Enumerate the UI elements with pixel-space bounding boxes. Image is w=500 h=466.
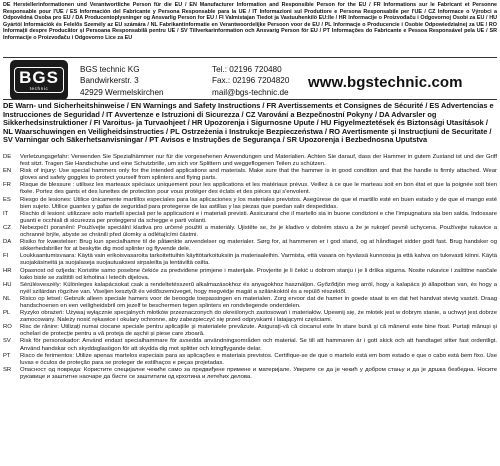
language-code: EN (3, 168, 12, 175)
warning-text: Risco de ferimentos: Utilize apenas martelos especiais para as aplicações e materiais previstos. Certifique-se de que o martelo está em bom estado e que o cabo está bem fixo. Use luvas e óculos de proteção para se proteger de estilhaços e peças projetadas. (20, 352, 497, 366)
warning-entry (3, 268, 497, 282)
warning-text: Опасност од повреда: Користите специјалне чекиће само за предвиђене примене и материјале. Уверите се да је чекић у добром стању и да је дршка безбедна. Носите рукавице и заштитне наочаре да бисте се заштитили од крхотина и летећих делова. (20, 366, 497, 380)
warning-entry (3, 154, 497, 168)
warning-text: Nebezpečí poranění: Používejte speciální kladiva pro určené použití a materiály. Ujistěte se, že je kladivo v dobrém stavu a že je rukojeť pevně uchycena. Používejte rukavice a ochranné brýle, abyste se chránili před úlomky a odlétajícími částmi. (20, 224, 497, 239)
warning-text: Risico op letsel: Gebruik alleen speciale hamers voor de beoogde toepassingen en materialen. Zorg ervoor dat de hamer in goede staat is en dat het handvat stevig vastzit. Draag handschoenen en een veiligheidsbril om jezelf te beschermen tegen splinters en rondvliegende onderdelen. (20, 295, 497, 309)
divider (3, 99, 497, 100)
warning-text: Riesgo de lesiones: Utilice únicamente martillos especiales para las aplicaciones y los materiales previstos. Asegúrese de que el martillo esté en buen estado y de que el mango esté bien sujeto. Utilice guantes y gafas de seguridad para protegerse de las astillas y las piezas que puedan salir despedidas. (20, 196, 497, 210)
logo-frame (14, 67, 64, 93)
warning-entry (3, 296, 497, 310)
divider (3, 57, 497, 58)
warning-text: Risiko for kvæstelser: Brug kun specialhamre til de påtænkte anvendelser og materialer. Sørg for, at hammeren er i god stand, og at håndtaget sidder godt fast. Brug handsker og sikkerhedsbriller for at beskytte dig mod splinter og flyvende dele. (20, 239, 497, 253)
warning-entry (3, 353, 497, 367)
warning-entry (3, 253, 497, 267)
bgs-logo (10, 60, 68, 100)
manufacturer-info-heading: DE Herstellerinformationen und Verantwortliche Person für die EU / EN Manufacturer Information and Responsible Person for the EU / FR Informations sur le Fabricant et Personne Responsable pour l'UE / ES Información del Fabricante y Persona Responsable para la UE / IT Informazioni sul Produttore e Persona Responsabile per l'UE / CZ Informace o Výrobci a Odpovědná Osoba pro EU / DA Producentoplysninger og Ansvarlig Person for EU / FI Valmistajan Tiedot ja Vastuuhenkilö EU:lle / HR Informacije o Proizvođaču i Odgovornoj Osobi za EU / HU Gyártói Információk és Felelős Személy az EU számára / NL Fabrikantinformatie en Verantwoordelijke Persoon voor de EU / PL Informacje o Producencie i Osobie Odpowiedzialnej za UE / RO Informații despre Producător și Persoana Responsabilă pentru UE / SV Tillverkarinformation och Ansvarig Person för EU / PT Informações do Fabricante e Pessoa Responsável pela UE / SR Informacije o Proizvođaču i Odgovorno Lice za EU (3, 2, 497, 41)
warning-text: Risk of injury: Use special hammers only for the intended applications and materials. Make sure that the hammer is in good condition and that the handle is firmly attached. Wear gloves and safety goggles to protect yourself from splinters and flying parts. (20, 168, 497, 182)
company-website[interactable]: www.bgstechnic.com (308, 74, 463, 91)
warning-entry (3, 282, 497, 296)
warning-entry (3, 310, 497, 324)
warning-entry (3, 197, 497, 211)
warning-text: Sérülésveszély: Különleges kalapácsokat csak a rendeltetésszerű alkalmazásokhoz és anyagokhoz használjon. Győződjön meg arról, hogy a kalapács jó állapotban van, és hogy a nyél szilárdan rögzítve van. Viseljen kesztyűt és védőszemüveget, hogy megvédje magát a szilánkoktól és a repülő részektől. (20, 281, 497, 295)
language-code: HR (3, 267, 12, 274)
language-code: FR (3, 182, 11, 189)
warning-text: Risque de blessure : utilisez les marteaux spéciaux uniquement pour les applications et les matériaux prévus. Veillez à ce que le marteau soit en bon état et que la poignée soit bien fixée. Portez des gants et des lunettes de protection pour vous protéger des éclats et des pièces qui s'envolent. (20, 182, 497, 196)
warning-text: Risc de rănire: Utilizați numai ciocane speciale pentru aplicațiile și materialele prevăzute. Asigurați-vă că ciocanul este în stare bună și că mânerul este bine fixat. Purtați mănuși și ochelari de protecție pentru a vă proteja de așchii și piese care zboară. (20, 324, 497, 338)
language-code: CZ (3, 224, 11, 231)
warning-text: Opasnost od ozljeda: Koristite samo posebne čekiće za predviđene primjene i materijale. Provjerite je li čekić u dobrom stanju i je li drška sigurna. Nosite rukavice i zaštitne naočale kako biste se zaštitili od krhotina i letećih dijelova. (20, 267, 497, 281)
warning-entry (3, 225, 497, 239)
company-name: BGS technic KG (80, 65, 140, 74)
language-code: ES (3, 196, 11, 203)
warning-text: Ryzyko obrażeń: Używaj wyłącznie specjalnych młotków przeznaczonych do określonych zastosowań i materiałów. Upewnij się, że młotek jest w dobrym stanie, a uchwyt jest dobrze zamocowany. Należy nosić rękawice i okulary ochronne, aby zabezpieczyć się przed odpryskami i latającymi częściami. (20, 310, 497, 324)
company-tel: Tel.: 02196 720480 (212, 65, 282, 74)
warning-text: Rischio di lesioni: utilizzare solo martelli speciali per le applicazioni e i materiali previsti. Assicurarsi che il martello sia in buone condizioni e che l'impugnatura sia ben salda. Indossare guanti e occhiali di sicurezza per proteggersi da schegge e parti volanti. (20, 210, 497, 224)
warnings-title: DE Warn- und Sicherheitshinweise / EN Warnings and Safety Instructions / FR Avertissements et Consignes de Sécurité / ES Advertencias e Instrucciones de Seguridad / IT Avvertenze e Istruzioni di Sicurezza / CZ Varování a Bezpečnostní Pokyny / DA Advarsler og Sikkerhedsinstruktioner / FI Varoitus- ja Turvaohjeet / HR Upozorenja i Sigurnosne Upute / HU Figyelmeztetések és Biztonsági Utasítások / NL Waarschuwingen en Veiligheidsinstructies / PL Ostrzeżenia i Instrukcje Bezpieczeństwa / RO Avertismente și Instrucțiuni de Securitate / SV Varningar och Säkerhetsanvisningar / PT Avisos e Instruções de Segurança / SR Upozorenja i Bezbednosna Uputstva (3, 101, 494, 145)
warnings-list (3, 154, 497, 381)
warning-entry (3, 338, 497, 352)
language-code: RO (3, 324, 12, 331)
warning-entry (3, 239, 497, 253)
language-code: PT (3, 352, 11, 359)
warning-text: Risk för personskador: Använd endast specialhammare för avsedda användningsområden och material. Se till att hammaren är i gott skick och att handtaget sitter fast ordentligt. Använd handskar och skyddsglasögon för att skydda dig mot splitter och kringflygande delar. (20, 338, 497, 352)
warning-text: Loukkaantumisvaara: Käytä vain erikoisvasaroita tarkoitettuihin käyttötarkoituksiin ja materiaaleihin. Varmista, että vasara on hyvässä kunnossa ja että kahva on tukevasti kiinni. Käytä suojakäsineitä ja suojalaseja suojautuaksesi sirpaleilta ja lentäviltä osilta. (20, 253, 497, 267)
language-code: SV (3, 338, 11, 345)
warning-entry (3, 168, 497, 182)
language-code: DA (3, 239, 12, 246)
language-code: NL (3, 295, 11, 302)
company-city: 42929 Wermelskirchen (80, 87, 164, 97)
logo-text: BGS (19, 68, 59, 87)
company-address (80, 64, 164, 98)
company-street: Bandwirkerstr. 3 (80, 76, 139, 86)
language-code: SR (3, 366, 12, 373)
language-code: IT (3, 210, 9, 217)
company-contact (212, 64, 289, 98)
company-mail[interactable]: mail@bgs-technic.de (212, 87, 289, 97)
language-code: HU (3, 281, 12, 288)
logo-subtext: technic (29, 86, 49, 91)
warning-entry (3, 367, 497, 381)
warning-entry (3, 324, 497, 338)
warning-entry (3, 211, 497, 225)
warning-text: Verletzungsgefahr: Verwenden Sie Spezialhämmer nur für die vorgesehenen Anwendungen und Materialien. Achten Sie darauf, dass der Hammer in gutem Zustand ist und der Griff fest sitzt. Tragen Sie Handschuhe und eine Schutzbrille, um sich vor Splittern und weggeflogenen Teilen zu schützen. (20, 154, 497, 168)
language-code: FI (3, 253, 9, 260)
language-code: DE (3, 154, 12, 160)
company-fax: Fax.: 02196 7204820 (212, 76, 290, 86)
language-code: PL (3, 310, 11, 317)
warning-entry (3, 182, 497, 196)
